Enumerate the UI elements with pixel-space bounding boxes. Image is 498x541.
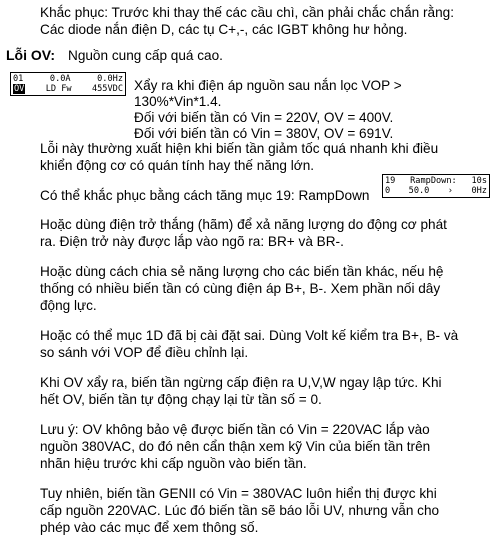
para5-line-2: so sánh với VOP để điều chỉnh lại. <box>40 345 249 360</box>
cause-line-3: Đối với biến tần có Vin = 220V, OV = 400V. <box>134 110 394 125</box>
lcd-ramp-row1-col3: 10s <box>471 176 487 186</box>
intro-line-1: Khắc phục: Trước khi thay thế các cầu chì, cần phải chắc chắn rằng: <box>40 5 454 20</box>
para1-line-2: khiển động cơ có quán tính hay thế năng lớn. <box>40 158 315 173</box>
fault-code-heading: Lỗi OV: <box>6 47 55 63</box>
para7-line-2: nguồn 380VAC, do đó nên cẩn thận xem kỹ Vin của biến tần trên <box>40 439 431 454</box>
para8-line-2: cấp nguồn 220VAC. Lúc đó biến tần sẽ báo lỗi UV, nhưng vẫn cho <box>40 503 440 518</box>
cause-line-2: 130%*Vin*1.4. <box>134 94 222 109</box>
lcd-ramp-row1-col1: 19 <box>385 176 396 186</box>
lcd-ramp-row2-col2: 50.0 <box>408 186 430 196</box>
para8-line-3: phép vào các mục để xem thông số. <box>40 520 259 535</box>
lcd-ramp-row2-col1: 0 <box>385 186 391 196</box>
para3-line-1: Hoặc dùng điện trở thắng (hãm) để xả năng lượng do động cơ phát <box>40 217 447 232</box>
lcd-fault-row1-col2: 0.0A <box>49 74 71 84</box>
lcd-display-fault <box>10 72 126 96</box>
para8-line-1: Tuy nhiên, biến tần GENII có Vin = 380VAC luôn hiển thị được khi <box>40 486 437 501</box>
lcd-display-rampdown <box>382 174 490 198</box>
para7-line-3: nhãn hiệu trước khi cấp nguồn vào biến tần. <box>40 456 307 471</box>
para3-line-2: ra. Điện trở này được lắp vào ngõ ra: BR+ và BR-. <box>40 234 344 249</box>
cause-line-4: Đối với biến tần có Vin = 380V, OV = 691V. <box>134 126 394 141</box>
arrow-right-icon: › <box>447 186 453 196</box>
fault-title: Nguồn cung cấp quá cao. <box>68 48 223 63</box>
para1-line-1: Lỗi này thường xuất hiện khi biến tần giảm tốc quá nhanh khi điều <box>40 141 439 156</box>
para7-line-1: Lưu ý: OV không bảo vệ được biến tần có Vin = 220VAC lắp vào <box>40 422 430 437</box>
lcd-fault-row1-col3: 0.0Hz <box>97 74 123 84</box>
para6-line-2: hết OV, biến tần tự động chạy lại từ tần số = 0. <box>40 392 322 407</box>
intro-line-2: Các diode nắn điện D, các tụ C+,-, các IGBT không hư hỏng. <box>40 22 408 37</box>
para6-line-1: Khi OV xẩy ra, biến tần ngừng cấp điện ra U,V,W ngay lập tức. Khi <box>40 375 442 390</box>
para5-line-1: Hoặc có thể mục 1D đã bị cài đặt sai. Dùng Volt kế kiểm tra B+, B- và <box>40 328 459 343</box>
lcd-fault-row2-col3: 455VDC <box>91 84 123 94</box>
para4-line-3: động lực. <box>40 298 97 313</box>
para2-line-1: Có thể khắc phục bằng cách tăng mục 19: RampDown <box>40 188 370 203</box>
cause-line-1: Xẩy ra khi điện áp nguồn sau nắn lọc VOP > <box>134 78 402 93</box>
lcd-fault-row2-col2: LD Fw <box>45 84 72 94</box>
lcd-ramp-row1-col2: RampDown: <box>410 176 457 186</box>
lcd-fault-row1-col1: 01 <box>13 74 24 84</box>
para4-line-1: Hoặc dùng cách chia sẻ năng lượng cho các biến tần khác, nếu hệ <box>40 264 444 279</box>
lcd-ramp-row2-col3: 0Hz <box>471 186 487 196</box>
para4-line-2: thống có nhiều biến tần có cùng điện áp B+, B-. Xem phần nối dây <box>40 281 441 296</box>
lcd-fault-code-badge: OV <box>14 84 25 94</box>
